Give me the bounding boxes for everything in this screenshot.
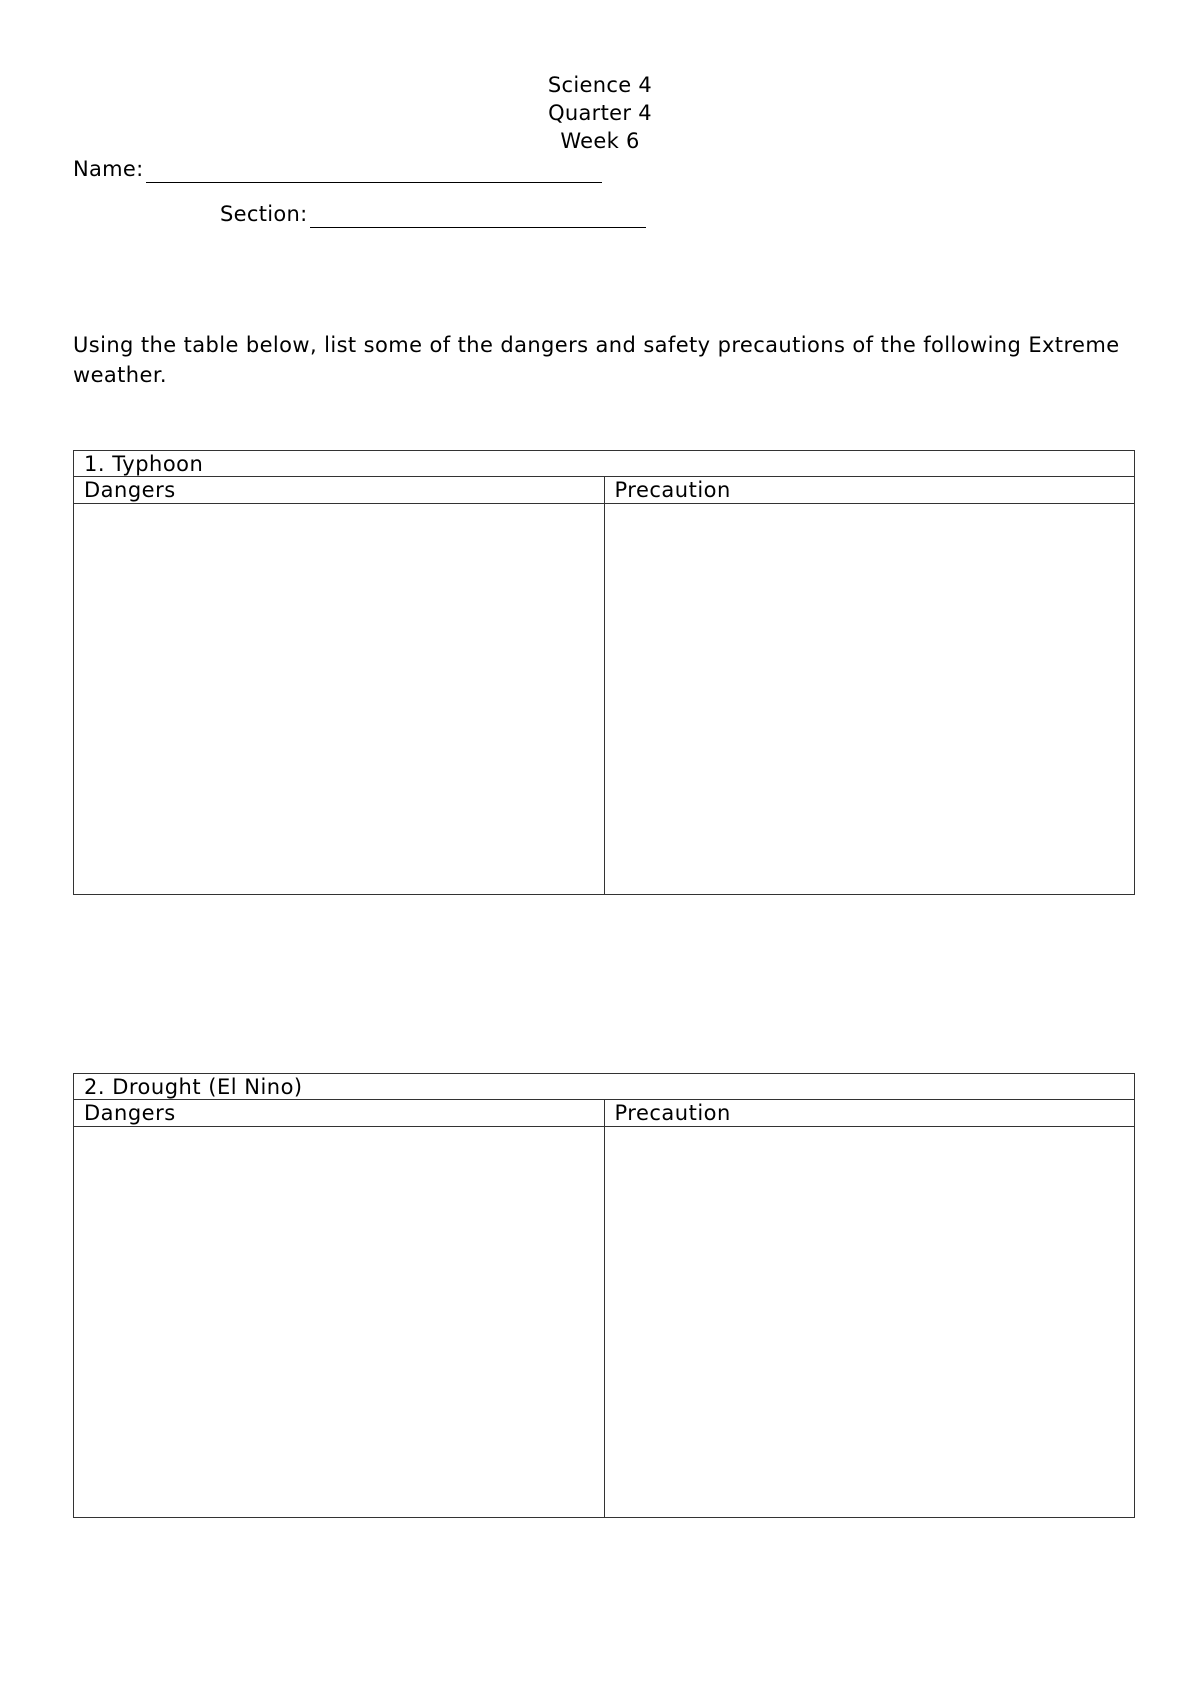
precaution-answer-cell[interactable] bbox=[604, 504, 1135, 895]
precaution-answer-cell[interactable] bbox=[604, 1127, 1135, 1518]
typhoon-table bbox=[73, 450, 1135, 895]
column-header-dangers: Dangers bbox=[74, 477, 605, 504]
week-title: Week 6 bbox=[560, 129, 640, 153]
table-title: 1. Typhoon bbox=[74, 451, 1135, 477]
section-blank-line[interactable] bbox=[310, 205, 646, 228]
name-field bbox=[73, 155, 602, 183]
column-header-precaution: Precaution bbox=[604, 477, 1135, 504]
dangers-answer-cell[interactable] bbox=[74, 1127, 605, 1518]
column-header-precaution: Precaution bbox=[604, 1100, 1135, 1127]
quarter-title: Quarter 4 bbox=[548, 101, 652, 125]
table-title: 2. Drought (El Nino) bbox=[74, 1074, 1135, 1100]
name-blank-line[interactable] bbox=[146, 160, 602, 183]
column-header-dangers: Dangers bbox=[74, 1100, 605, 1127]
instructions: Using the table below, list some of the dangers and safety precautions of the following Extreme weather. bbox=[73, 333, 1120, 387]
name-label: Name: bbox=[73, 157, 144, 181]
section-field bbox=[220, 200, 646, 228]
dangers-answer-cell[interactable] bbox=[74, 504, 605, 895]
drought-table bbox=[73, 1073, 1135, 1518]
subject-title: Science 4 bbox=[547, 73, 653, 97]
section-label: Section: bbox=[220, 202, 308, 226]
